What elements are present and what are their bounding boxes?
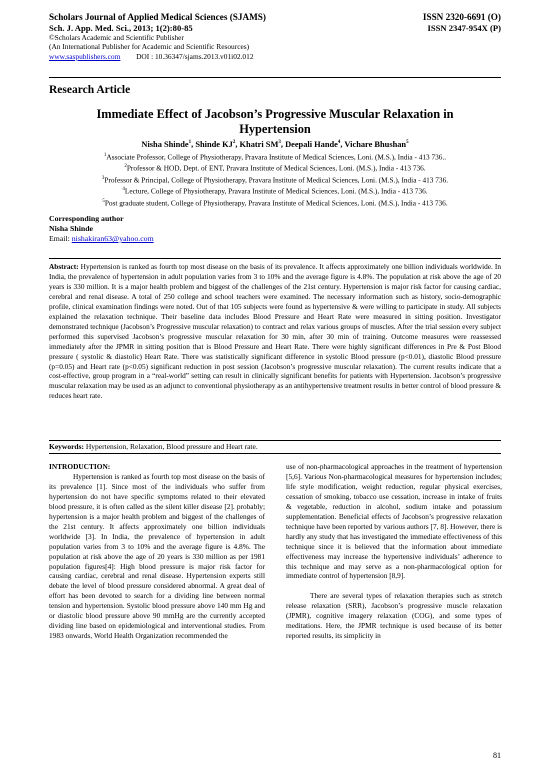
citation: Sch. J. App. Med. Sci., 2013; 1(2):80-85 — [49, 23, 193, 33]
affiliation-3 — [49, 174, 501, 185]
keywords-rule — [49, 453, 501, 454]
web-doi-line — [49, 52, 501, 61]
issn-print: ISSN 2347-954X (P) — [427, 23, 501, 33]
affiliation-4-text: Lecture, College of Physiotherapy, Pravara Institute of Medical Sciences, Loni. (M.S.), India - 413 736. — [124, 186, 428, 196]
page-number: 81 — [493, 751, 501, 760]
keywords — [49, 442, 501, 452]
publisher-description: (An International Publisher for Academic and Scientific Resources) — [49, 42, 250, 52]
affiliations — [49, 151, 501, 208]
doi: DOI : 10.36347/sjams.2013.v01i02.012 — [136, 51, 254, 61]
intro-paragraph-1: Hypertension is ranked as fourth top most disease on the basis of its prevalence [1]. Since most of the individuals who suffer from hypertension do not have specific symptoms related to their elevated blood pressure, it is often called as the silent killer disease [2]. probably; hypertension is a major health problem and biggest of the challenges of the 21st century. It affects approximately one billion individuals worldwide [3]. In India, the prevalence of hypertension in adult population varies from 3 to 10% and the average figure is 4.8%. The population at risk above the age of 20 years is 330 million as per 1981 population figures[4]: High blood pressure is major risk factor for causing cardiac, cerebral and renal disease. Hypertension experts still debate the level of blood pressure considered abnormal. A great deal of effort has been devoted to search for a dividing line between normal tension and hypertension. Systolic blood pressure above 140 mm Hg and or diastolic blood pressure above 90 mmHg are the currently accepted dividing line based on epidemiological and interventional studies. From 1983 onwards, World Health Organization recommended the — [49, 471, 265, 641]
abstract-top-rule — [49, 258, 501, 259]
header-row-1 — [49, 12, 501, 23]
left-column — [49, 462, 265, 641]
affiliation-5-text: Post graduate student, College of Physiotherapy, Pravara Institute of Medical Sciences, Loni. (M.S.), India - 413 736. — [104, 198, 448, 208]
author-2: Shinde KJ — [195, 140, 233, 149]
introduction-heading: INTRODUCTION: — [49, 462, 111, 471]
affiliation-2-text: Professor & HOD, Dept. of ENT, Pravara Institute of Medical Sciences, Loni. (M.S.), India - 413 736. — [126, 163, 426, 173]
header-row-2 — [49, 23, 501, 33]
publisher-line: ©Scholars Academic and Scientific Publisher — [49, 33, 184, 42]
affiliation-4 — [49, 185, 501, 196]
corresponding-name: Nisha Shinde — [49, 224, 93, 233]
author-3: Khatri SM — [239, 140, 279, 149]
abstract-text: Hypertension is ranked as fourth top most disease on the basis of its prevalence. It affects approximately one billion individuals worldwide. In India, the prevalence of hypertension in adult population varies from 3 to 10% and the average figure is 4.8%. The population at risk above the age of 20 years is 330 million. It is a major health problem and biggest of the challenges of the 21st century. Hypertension is major risk factor for causing cardiac, cerebral and renal disease. A total of 250 college and school teachers were examined. The necessary information such as history, socio-demographic profile, clinical examination findings were noted. Out of that 105 subjects were found as hypertensive & were willing to participate in study. All subjects explained the relaxation technique. Their baseline data includes Blood Pressure and Heart Rate were measured in sitting position. Investigator demonstrated technique (Jacobson’s Progressive muscular relaxation) to contract and relax various groups of muscles. After the trial session every subject performed this supervised Jacobson’s progressive muscular relaxation for 30 min, after 30 min of training. Outcome measures were reassessed immediately after the JPMR in sitting position that is Blood Pressure and Heart Rate. There were highly significant differences in Pre & Post Blood pressure ( systolic & diastolic) Heart Rate. There was statistically significant difference in systolic Blood pressure (p<0.01), diastolic Blood pressure (p=0.05) and Heart rate (p<0.05) significant reduction in post session (Jacobson’s progressive muscular relaxation). The current results indicate that a cost-effective, group program in a “real-world” setting can result in clinically significant benefits for patients with Hypertension. Jacobson’s progressive muscular relaxation may be used as an adjunct to conventional physiotherapy as an antihypertensive treatment results in better control of blood pressure & reduces heart rate. — [49, 262, 501, 401]
author-4: Deepali Hande — [285, 140, 338, 149]
header-rule — [49, 77, 501, 78]
keywords-text: Hypertension, Relaxation, Blood pressure and Heart rate. — [85, 442, 258, 451]
title-line-1: Immediate Effect of Jacobson’s Progressive Muscular Relaxation in — [96, 107, 454, 121]
affiliation-2 — [49, 162, 501, 173]
title-line-2: Hypertension — [239, 121, 311, 136]
journal-name: Scholars Journal of Applied Medical Sciences (SJAMS) — [49, 12, 266, 22]
right-column — [286, 462, 502, 641]
affiliation-5-sup: 5 — [102, 198, 105, 204]
affiliation-4-sup: 4 — [122, 187, 125, 193]
affiliation-1-text: Associate Professor, College of Physiotherapy, Pravara Institute of Medical Sciences, Loni. (M.S.), India - 413 736.. — [106, 152, 447, 162]
author-1: Nisha Shinde — [141, 140, 189, 149]
email-line — [49, 234, 154, 244]
abstract-bottom-rule — [49, 440, 501, 441]
author-2-sup: 2 — [232, 140, 236, 146]
author-3-sup: 3 — [278, 140, 281, 146]
keywords-label: Keywords: — [49, 442, 84, 451]
article-title — [49, 107, 501, 136]
article-type: Research Article — [49, 84, 131, 96]
affiliation-3-text: Professor & Principal, College of Physiotherapy, Pravara Institute of Medical Sciences, Loni. (M.S.), India - 413 736. — [104, 175, 449, 185]
affiliation-3-sup: 3 — [101, 175, 105, 181]
corresponding-author — [49, 214, 154, 244]
author-5: Vichare Bhushan — [344, 140, 407, 149]
affiliation-1-sup: 1 — [103, 153, 107, 158]
issn-online: ISSN 2320-6691 (O) — [422, 12, 501, 22]
affiliation-5 — [49, 197, 501, 208]
intro-paragraph-3: There are several types of relaxation therapies such as stretch release relaxation (SRR), Jacobson’s progressive muscle relaxation (JPMR), cognitive imagery relaxation (COG), and some types of meditations. Here, the JPMR technique is used because of its better reported results, its simplicity in — [286, 591, 502, 641]
intro-paragraph-2: use of non-pharmacological approaches in the treatment of hypertension [5,6]. Various Non-pharmacological measures for hypertension includes; life style modification, weight reduction, regular physical exercises, cessation of smoking, tobacco use cessation, increase in intake of fruits & vegetable, reduction in alcohol, sodium intake and potassium supplementation. Beneficial effects of Jacobson’s progressive relaxation technique have been reported by various authors [7, 8]. However, there is hardly any study that has investigated the immediate effectiveness of this technique since it is believed that the information about immediate effectiveness may increase the hypertensive individuals’ adherence to this technique and may serve as a non-pharmacological option for immediate control of hypertension [8,9]. — [286, 462, 502, 581]
journal-header — [49, 12, 501, 61]
affiliation-1 — [49, 151, 501, 162]
author-4-sup: 4 — [337, 140, 341, 146]
abstract-label: Abstract: — [49, 262, 79, 271]
affiliation-2-sup: 2 — [124, 164, 127, 170]
website-link[interactable]: www.saspublishers.com — [49, 51, 121, 61]
author-1-sup: 1 — [188, 140, 192, 146]
email-link[interactable]: nishakiran63@yahoo.com — [71, 234, 154, 243]
corresponding-label: Corresponding author — [49, 214, 124, 223]
abstract — [49, 262, 501, 401]
email-label: Email: — [49, 234, 70, 243]
author-5-sup: 5 — [406, 140, 409, 146]
author-list: Nisha Shinde$^1$, Shinde $KJ^2$, Khatri $SM^3$, Deepali Hande$^4$, Vichare Bhushan$^5$ — [141, 140, 409, 149]
